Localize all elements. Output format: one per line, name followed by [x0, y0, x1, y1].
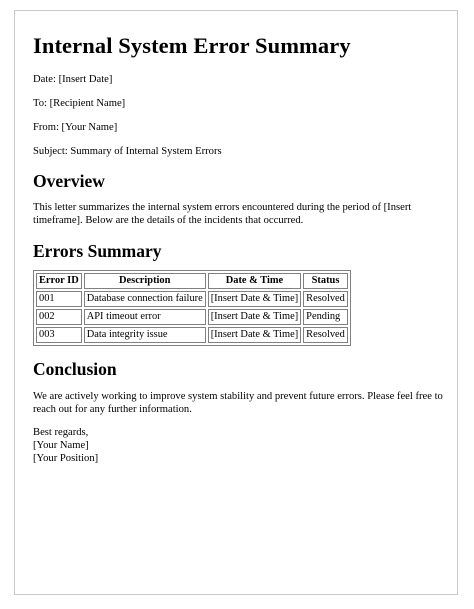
subject-line: Subject: Summary of Internal System Errors — [33, 146, 222, 157]
conclusion-heading: Conclusion — [33, 359, 117, 379]
table-row — [36, 327, 348, 343]
date-time-cell: [Insert Date & Time] — [208, 309, 301, 325]
closing-line: Best regards, — [33, 427, 89, 438]
letter-page — [14, 10, 458, 595]
to-line: To: [Recipient Name] — [33, 98, 126, 109]
signer-name: [Your Name] — [33, 440, 89, 451]
column-header-date-time: Date & Time — [208, 273, 301, 289]
status-cell: Resolved — [303, 291, 348, 307]
error-id-cell: 001 — [36, 291, 82, 307]
status-cell: Resolved — [303, 327, 348, 343]
column-header-status: Status — [303, 273, 348, 289]
errors-table — [33, 270, 351, 346]
error-id-cell: 002 — [36, 309, 82, 325]
signature-block — [33, 426, 443, 465]
letter-content — [33, 33, 443, 465]
from-line: From: [Your Name] — [33, 122, 118, 133]
overview-heading: Overview — [33, 171, 105, 191]
table-row — [36, 291, 348, 307]
signer-position: [Your Position] — [33, 453, 99, 464]
conclusion-text: We are actively working to improve system stability and prevent future errors. Please feel free to reach out for any further information. — [33, 391, 443, 415]
date-time-cell: [Insert Date & Time] — [208, 327, 301, 343]
column-header-description: Description — [84, 273, 206, 289]
description-cell: Data integrity issue — [84, 327, 206, 343]
errors-heading: Errors Summary — [33, 241, 162, 261]
table-row — [36, 309, 348, 325]
description-cell: API timeout error — [84, 309, 206, 325]
overview-text: This letter summarizes the internal system errors encountered during the period of [Insert timeframe]. Below are the details of the incidents that occurred. — [33, 202, 412, 226]
date-line: Date: [Insert Date] — [33, 74, 113, 85]
table-header-row — [36, 273, 348, 289]
date-time-cell: [Insert Date & Time] — [208, 291, 301, 307]
description-cell: Database connection failure — [84, 291, 206, 307]
error-id-cell: 003 — [36, 327, 82, 343]
status-cell: Pending — [303, 309, 348, 325]
column-header-error-id: Error ID — [36, 273, 82, 289]
page-title: Internal System Error Summary — [33, 33, 351, 58]
